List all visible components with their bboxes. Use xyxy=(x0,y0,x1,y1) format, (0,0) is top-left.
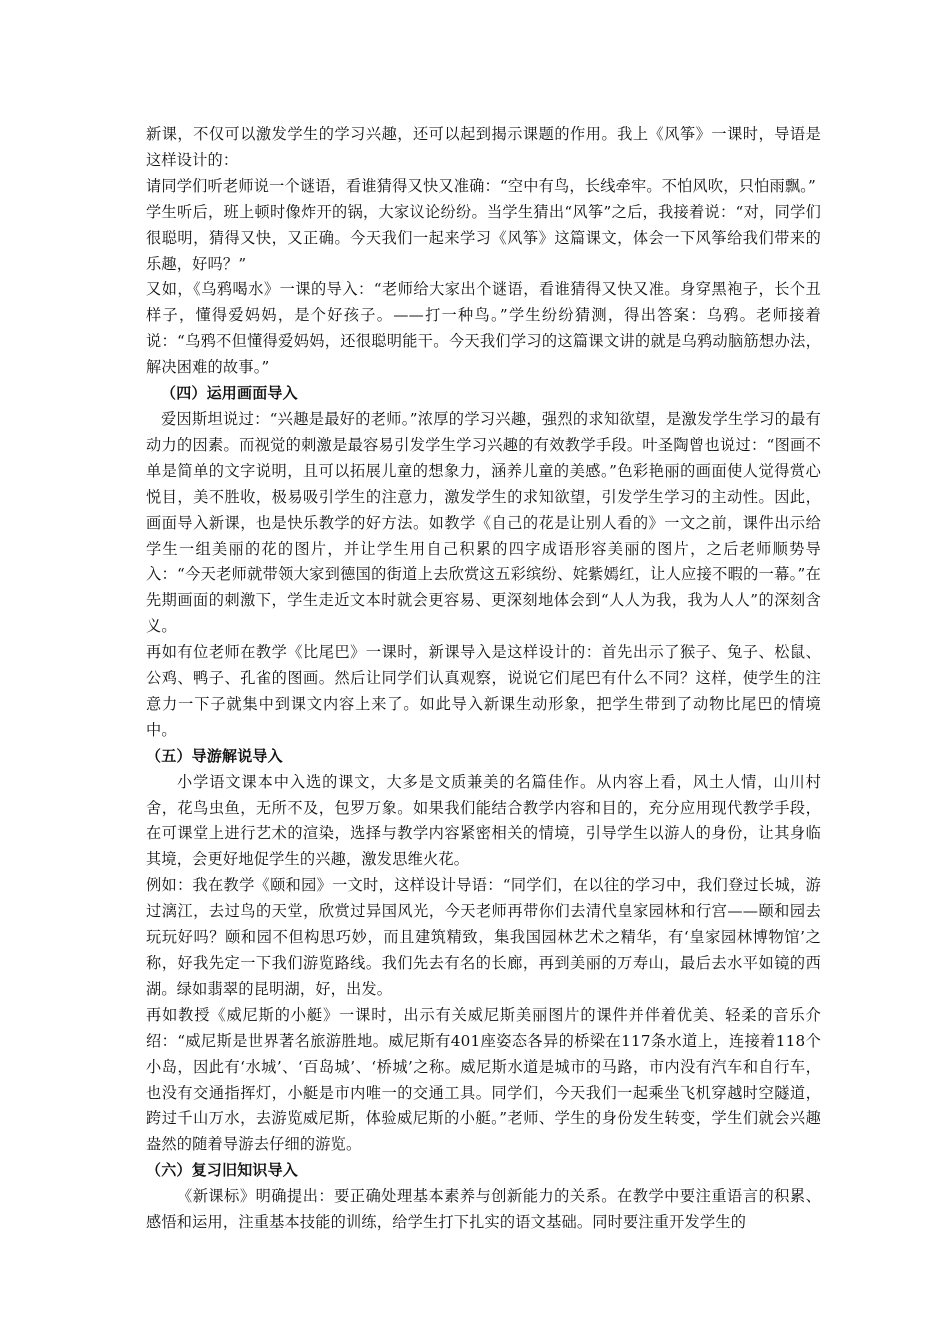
section-heading-4: （四）运用画面导入 xyxy=(161,384,298,403)
paragraph-crow-example: 又如，《乌鸦喝水》一课的导入：“老师给大家出个谜语，看谁猜得又快又准。身穿黑袍子，长个丑样子，懂得爱妈妈，是个好孩子。——打一种鸟。”学生纷纷猜测，得出答案：乌鸦。老师接着说：“乌鸦不但懂得爱妈妈，还很聪明能干。今天我们学习的这篇课文讲的就是乌鸦动脑筋想办法，解决困难的故事。” xyxy=(146,280,821,377)
document-page xyxy=(146,122,821,1236)
paragraph-riddle: 请同学们听老师说一个谜语，看谁猜得又快又准确：“空中有鸟，长线牵牢。不怕风吹，只怕雨飘。” xyxy=(146,176,816,195)
paragraph-intro: 新课，不仅可以激发学生的学习兴趣，还可以起到揭示课题的作用。我上《风筝》一课时，导语是这样设计的： xyxy=(146,125,821,169)
section-heading-5: （五）导游解说导入 xyxy=(146,746,283,765)
paragraph-summer-palace: 例如：我在教学《颐和园》一文时，这样设计导语：“同学们，在以往的学习中，我们登过长城，游过漓江，去过鸟的天堂，欣赏过异国风光，今天老师再带你们去清代皇家园林和行宫——颐和园去玩玩好吗？颐和园不但构思巧妙，而且建筑精致，集我国园林艺术之精华，有‘皇家园林博物馆’之称，好我先定一下我们游览路线。我们先去有名的长廊，再到美丽的万寿山，最后去水平如镜的西湖。绿如翡翠的昆明湖，好，出发。 xyxy=(146,876,821,998)
paragraph-picture-intro: 爱因斯坦说过：“兴趣是最好的老师。”浓厚的学习兴趣，强烈的求知欲望，是激发学生学习的最有动力的因素。而视觉的刺激是最容易引发学生学习兴趣的有效教学手段。叶圣陶曾也说过：“图画不单是简单的文字说明，且可以拓展儿童的想象力，涵养儿童的美感。”色彩艳丽的画面使人觉得赏心悦目，美不胜收，极易吸引学生的注意力，激发学生的求知欲望，引发学生学习的主动性。因此，画面导入新课，也是快乐教学的好方法。如教学《自己的花是让别人看的》一文之前，课件出示给学生一组美丽的花的图片，并让学生用自己积累的四字成语形容美丽的图片，之后老师顺势导入：“今天老师就带领大家到德国的街道上去欣赏这五彩缤纷、姹紫嫣红，让人应接不暇的一幕。”在先期画面的刺激下，学生走近文本时就会更容易、更深刻地体会到“人人为我，我为人人”的深刻含义。 xyxy=(146,409,821,636)
paragraph-tour-intro: 小学语文课本中入选的课文，大多是文质兼美的名篇佳作。从内容上看，风土人情，山川村舍，花鸟虫鱼，无所不及，包罗万象。如果我们能结合教学内容和目的，充分应用现代教学手段，在可课堂上进行艺术的渲染，选择与教学内容紧密相关的情境，引导学生以游人的身份，让其身临其境，会更好地促学生的兴趣，激发思维火花。 xyxy=(146,772,821,869)
paragraph-venice: 再如教授《威尼斯的小艇》一课时，出示有关威尼斯美丽图片的课件并伴着优美、轻柔的音乐介绍：“威尼斯是世界著名旅游胜地。威尼斯有401座姿态各异的桥梁在117条水道上，连接着118个小岛，因此有‘水城’、‘百岛城’、‘桥城’之称。威尼斯水道是城市的马路，市内没有汽车和自行车，也没有交通指挥灯，小艇是市内唯一的交通工具。同学们，今天我们一起乘坐飞机穿越时空隧道，跨过千山万水，去游览威尼斯，体验威尼斯的小艇。”老师、学生的身份发生转变，学生们就会兴趣盎然的随着导游去仔细的游览。 xyxy=(146,1005,821,1154)
section-heading-6: （六）复习旧知识导入 xyxy=(146,1161,299,1180)
paragraph-new-curriculum: 《新课标》明确提出：要正确处理基本素养与创新能力的关系。在教学中要注重语言的积累、感悟和运用，注重基本技能的训练，给学生打下扎实的语文基础。同时要注重开发学生的 xyxy=(146,1187,821,1232)
paragraph-tail-example: 再如有位老师在教学《比尾巴》一课时，新课导入是这样设计的：首先出示了猴子、兔子、松鼠、公鸡、鸭子、孔雀的图画。然后让同学们认真观察，说说它们尾巴有什么不同？这样，使学生的注意力一下子就集中到课文内容上来了。如此导入新课生动形象，把学生带到了动物比尾巴的情境中。 xyxy=(146,643,821,739)
paragraph-response: 学生听后，班上顿时像炸开的锅，大家议论纷纷。当学生猜出“风筝”之后，我接着说：“对，同学们很聪明，猜得又快，又正确。今天我们一起来学习《风筝》这篇课文，体会一下风筝给我们带来的乐趣，好吗？” xyxy=(146,202,821,273)
